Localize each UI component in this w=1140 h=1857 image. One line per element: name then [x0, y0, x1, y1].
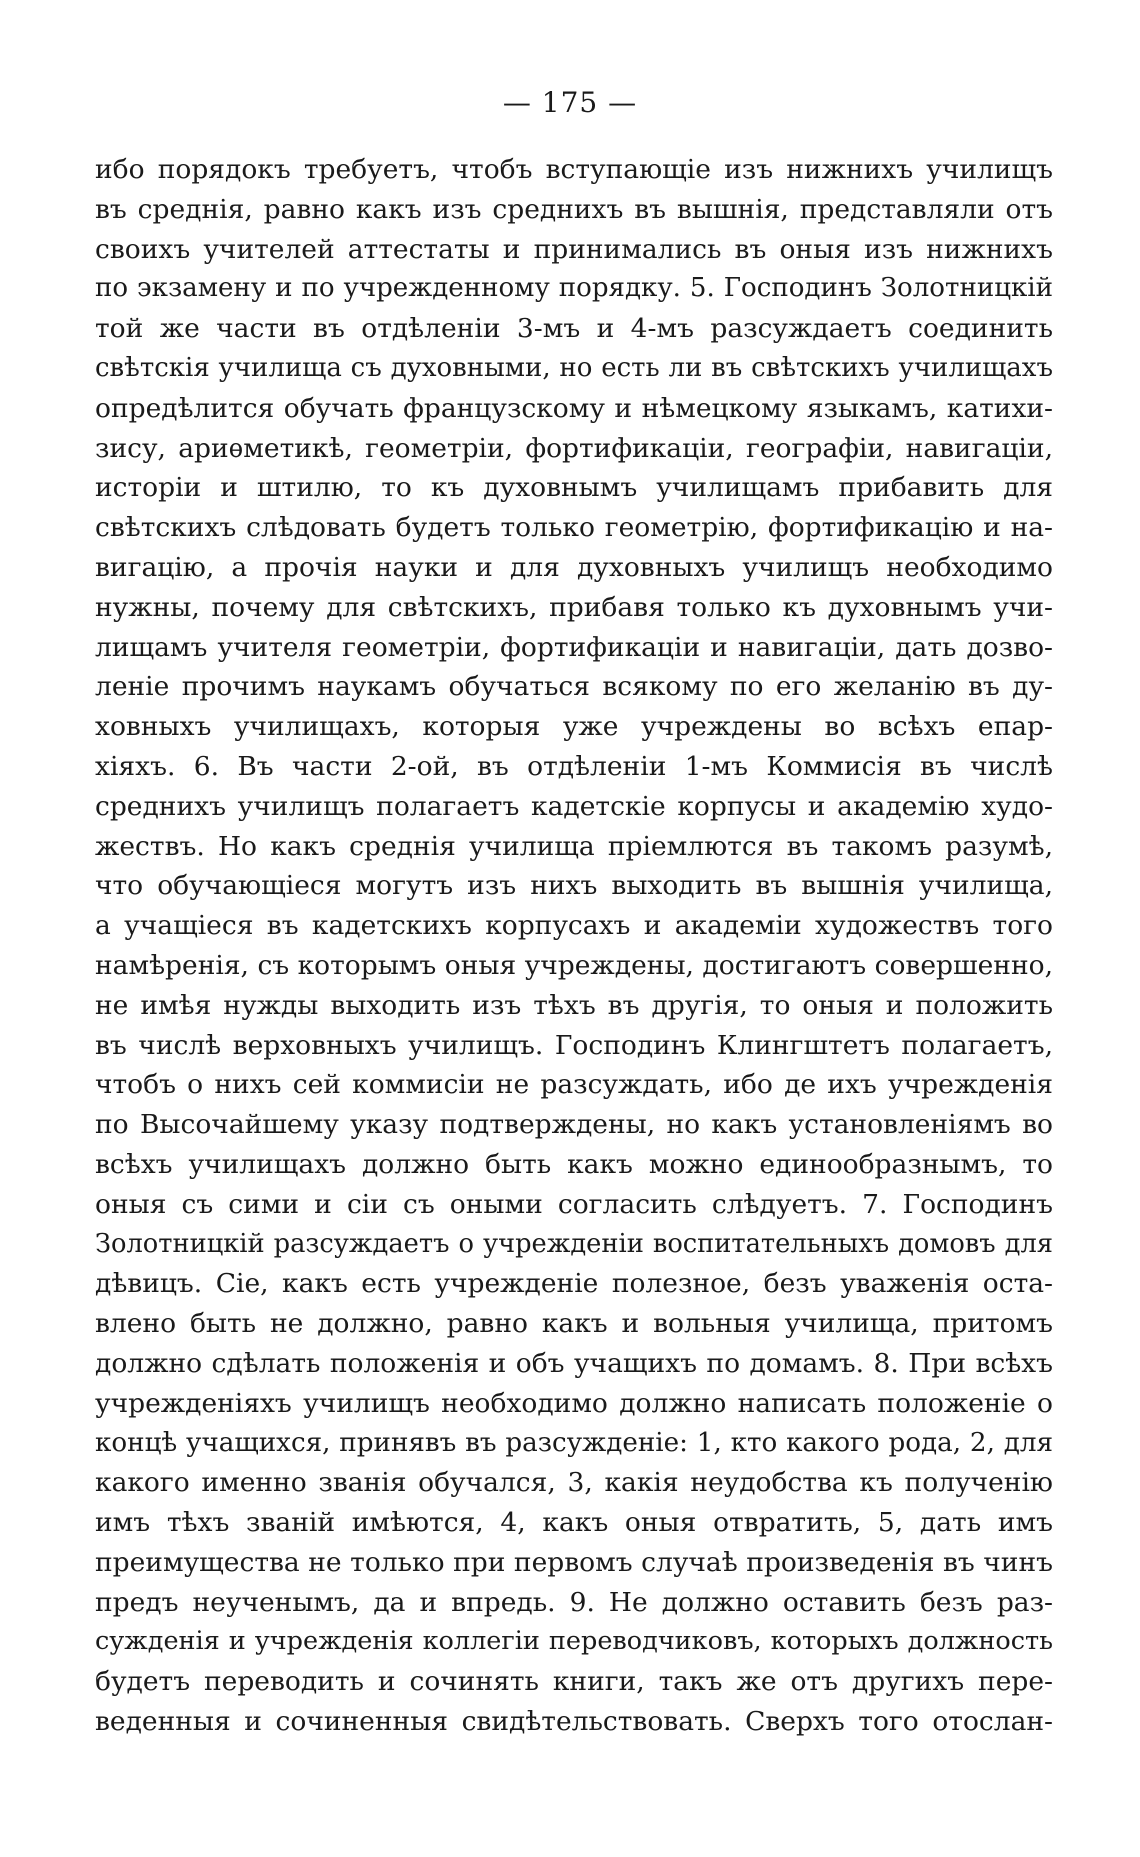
text-line: будетъ переводить и сочинять книги, такъ же отъ другихъ пере-	[95, 1666, 1053, 1698]
text-line: Золотницкій разсуждаетъ о учрежденіи воспитательныхъ домовъ для	[95, 1228, 1053, 1259]
text-line: опредѣлится обучать французскому и нѣмецкому языкамъ, катихи-	[95, 392, 1053, 424]
body-text	[95, 150, 1053, 1742]
text-line: ховныхъ училищахъ, которыя уже учреждены во всѣхъ епар-	[95, 711, 1053, 743]
text-line: а учащіеся въ кадетскихъ корпусахъ и академіи художествъ того	[95, 910, 1053, 942]
text-line: по экзамену и по учрежденному порядку. 5. Господинъ Золотницкій	[95, 273, 1053, 304]
text-line: въ среднія, равно какъ изъ среднихъ въ вышнія, представляли отъ	[95, 193, 1053, 225]
text-line: намѣренія, съ которымъ оныя учреждены, достигаютъ совершенно,	[95, 949, 1053, 981]
text-line: среднихъ училищъ полагаетъ кадетскіе корпусы и академію худо-	[95, 790, 1053, 822]
text-line: леніе прочимъ наукамъ обучаться всякому по его желанію въ ду-	[95, 671, 1053, 703]
text-line: вигацію, а прочія науки и для духовныхъ училищъ необходимо	[95, 551, 1053, 583]
text-line: своихъ учителей аттестаты и принимались въ оныя изъ нижнихъ	[95, 233, 1053, 265]
page-number: — 175 —	[502, 86, 638, 119]
text-line: нужны, почему для свѣтскихъ, прибавя только къ духовнымъ учи-	[95, 591, 1053, 623]
text-line: что обучающіеся могутъ изъ нихъ выходить въ вышнія училища,	[95, 870, 1053, 902]
text-line: не имѣя нужды выходить изъ тѣхъ въ другія, то оныя и положить	[95, 989, 1053, 1021]
text-line: сужденія и учрежденія коллегіи переводчиковъ, которыхъ должность	[95, 1626, 1053, 1657]
text-line: въ числѣ верховныхъ училищъ. Господинъ Клингштетъ полагаетъ,	[95, 1029, 1053, 1061]
text-line: должно сдѣлать положенія и объ учащихъ по домамъ. 8. При всѣхъ	[95, 1347, 1053, 1379]
text-line: оныя съ сими и сіи съ оными согласить слѣдуетъ. 7. Господинъ	[95, 1188, 1053, 1220]
text-line: зису, ариѳметикѣ, геометріи, фортификаціи, географіи, навигаціи,	[95, 432, 1053, 464]
text-line: исторіи и штилю, то къ духовнымъ училищамъ прибавить для	[95, 472, 1053, 504]
text-line: хіяхъ. 6. Въ части 2-ой, въ отдѣленіи 1-мъ Коммисія въ числѣ	[95, 750, 1053, 782]
text-line: жествъ. Но какъ среднія училища пріемлются въ такомъ разумѣ,	[95, 830, 1053, 862]
text-line: свѣтскія училища съ духовными, но есть ли въ свѣтскихъ училищахъ	[95, 352, 1053, 383]
text-line: той же части въ отдѣленіи 3-мъ и 4-мъ разсуждаетъ соединить	[95, 313, 1053, 345]
text-line: чтобъ о нихъ сей коммисіи не разсуждать, ибо де ихъ учрежденія	[95, 1069, 1053, 1101]
text-line: имъ тѣхъ званій имѣются, 4, какъ оныя отвратить, 5, дать имъ	[95, 1507, 1053, 1539]
text-line: концѣ учащихся, принявъ въ разсужденіе: 1, кто какого рода, 2, для	[95, 1427, 1053, 1458]
text-line: какого именно званія обучался, 3, какія неудобства къ полученію	[95, 1467, 1053, 1499]
text-line: влено быть не должно, равно какъ и вольныя училища, притомъ	[95, 1308, 1053, 1340]
text-line: учрежденіяхъ училищъ необходимо должно написать положеніе о	[95, 1387, 1053, 1419]
text-line: дѣвицъ. Сіе, какъ есть учрежденіе полезное, безъ уваженія оста-	[95, 1268, 1053, 1300]
text-line: по Высочайшему указу подтверждены, но какъ установленіямъ во	[95, 1109, 1053, 1141]
text-line: преимущества не только при первомъ случаѣ произведенія въ чинъ	[95, 1546, 1053, 1578]
text-line: лищамъ учителя геометріи, фортификаціи и навигаціи, дать дозво-	[95, 631, 1053, 663]
text-line: свѣтскихъ слѣдовать будетъ только геометрію, фортификацію и на-	[95, 512, 1053, 544]
text-line: предъ неученымъ, да и впредь. 9. Не должно оставить безъ раз-	[95, 1586, 1053, 1618]
text-line: веденныя и сочиненныя свидѣтельствовать. Сверхъ того отослан-	[95, 1706, 1053, 1738]
text-line: ибо порядокъ требуетъ, чтобъ вступающіе изъ нижнихъ училищъ	[95, 154, 1053, 185]
text-line: всѣхъ училищахъ должно быть какъ можно единообразнымъ, то	[95, 1148, 1053, 1180]
